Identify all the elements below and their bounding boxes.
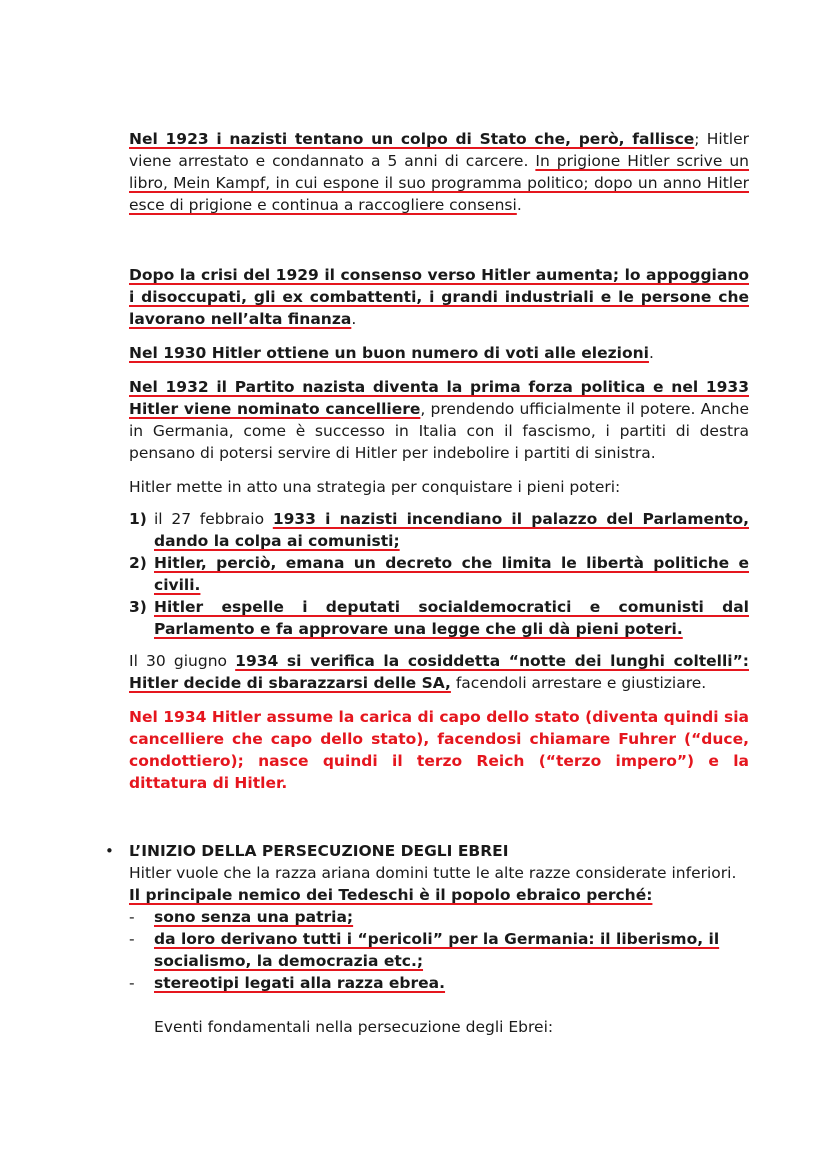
list-item	[129, 928, 749, 972]
highlight-1932-chancellor: Nel 1932 il Partito nazista diventa la prima forza politica e nel 1933 Hitler viene nominato cancelliere	[129, 378, 749, 418]
dash-icon: -	[129, 930, 135, 948]
section-heading: L’INIZIO DELLA PERSECUZIONE DEGLI EBREI	[129, 842, 509, 860]
reason-text: da loro derivano tutti i “pericoli” per la Germania: il liberismo, il socialismo, la democrazia etc.;	[154, 930, 720, 970]
list-item	[129, 508, 749, 552]
list-item	[129, 906, 749, 928]
document-page	[105, 128, 750, 1038]
section-intro: Hitler vuole che la razza ariana domini tutte le alte razze considerate inferiori.	[129, 864, 737, 882]
text-date: Il 30 giugno	[129, 652, 236, 670]
list-number: 1)	[129, 510, 147, 528]
list-item	[129, 972, 749, 994]
strategy-list	[129, 508, 749, 640]
highlight-1923-coup: Nel 1923 i nazisti tentano un colpo di Stato che, però, fallisce	[129, 130, 695, 148]
highlight-long-knives: 1934 si verifica la cosiddetta “notte dei lunghi coltelli”: Hitler decide di sbarazzarsi delle SA,	[129, 652, 749, 692]
list-number: 3)	[129, 598, 147, 616]
events-intro: Eventi fondamentali nella persecuzione degli Ebrei:	[154, 1018, 554, 1036]
paragraph-1923	[129, 128, 749, 216]
period: .	[516, 196, 522, 214]
paragraph-1930	[129, 342, 749, 364]
list-highlight: 1933 i nazisti incendiano il palazzo del Parlamento, dando la colpa ai comunisti;	[154, 510, 749, 550]
dash-icon: -	[129, 974, 135, 992]
reason-text: stereotipi legati alla razza ebrea.	[154, 974, 446, 992]
highlight-1930-elections: Nel 1930 Hitler ottiene un buon numero di voti alle elezioni	[129, 344, 649, 362]
dash-icon: -	[129, 908, 135, 926]
list-highlight: Hitler espelle i deputati socialdemocratici e comunisti dal Parlamento e fa approvare una legge che gli dà pieni poteri.	[154, 598, 749, 638]
reason-text: sono senza una patria;	[154, 908, 354, 926]
paragraph-third-reich: Nel 1934 Hitler assume la carica di capo dello stato (diventa quindi sia cancelliere che capo dello stato), facendosi chiamare Fuhrer (“duce, condottiero); nasce quindi il terzo Reich (“terzo impero”) e la dittatura di Hitler.	[129, 708, 749, 792]
list-highlight: Hitler, perciò, emana un decreto che limita le libertà politiche e civili.	[154, 554, 749, 594]
paragraph-1929	[129, 264, 749, 330]
section-enemy: Il principale nemico dei Tedeschi è il popolo ebraico perché:	[129, 886, 653, 904]
text-arrest: ; Hitler viene arrestato e condannato a 5 anni di carcere.	[129, 130, 749, 170]
reasons-list	[129, 906, 749, 994]
list-item	[129, 596, 749, 640]
period: .	[648, 344, 654, 362]
text-germany-right: , prendendo ufficialmente il potere. Anche in Germania, come è successo in Italia con il fascismo, i partiti di destra pensano di potersi servire di Hitler per indebolire i partiti di sinistra.	[129, 400, 749, 462]
period: .	[351, 310, 357, 328]
paragraph-1932	[129, 376, 749, 464]
list-pre: il 27 febbraio	[154, 510, 273, 528]
list-number: 2)	[129, 554, 147, 572]
section-persecution	[105, 840, 749, 1038]
paragraph-strategy: Hitler mette in atto una strategia per conquistare i pieni poteri:	[129, 478, 621, 496]
paragraph-long-knives	[129, 650, 749, 694]
list-item	[129, 552, 749, 596]
text-arrest-execute: facendoli arrestare e giustiziare.	[450, 674, 707, 692]
highlight-1929-crisis: Dopo la crisi del 1929 il consenso verso Hitler aumenta; lo appoggiano i disoccupati, gli ex combattenti, i grandi industriali e le persone che lavorano nell’alta finanza	[129, 266, 749, 328]
bullet-icon: •	[105, 842, 114, 860]
highlight-mein-kampf: In prigione Hitler scrive un libro, Mein Kampf, in cui espone il suo programma politico; dopo un anno Hitler esce di prigione e continua a raccogliere consensi	[129, 152, 750, 214]
